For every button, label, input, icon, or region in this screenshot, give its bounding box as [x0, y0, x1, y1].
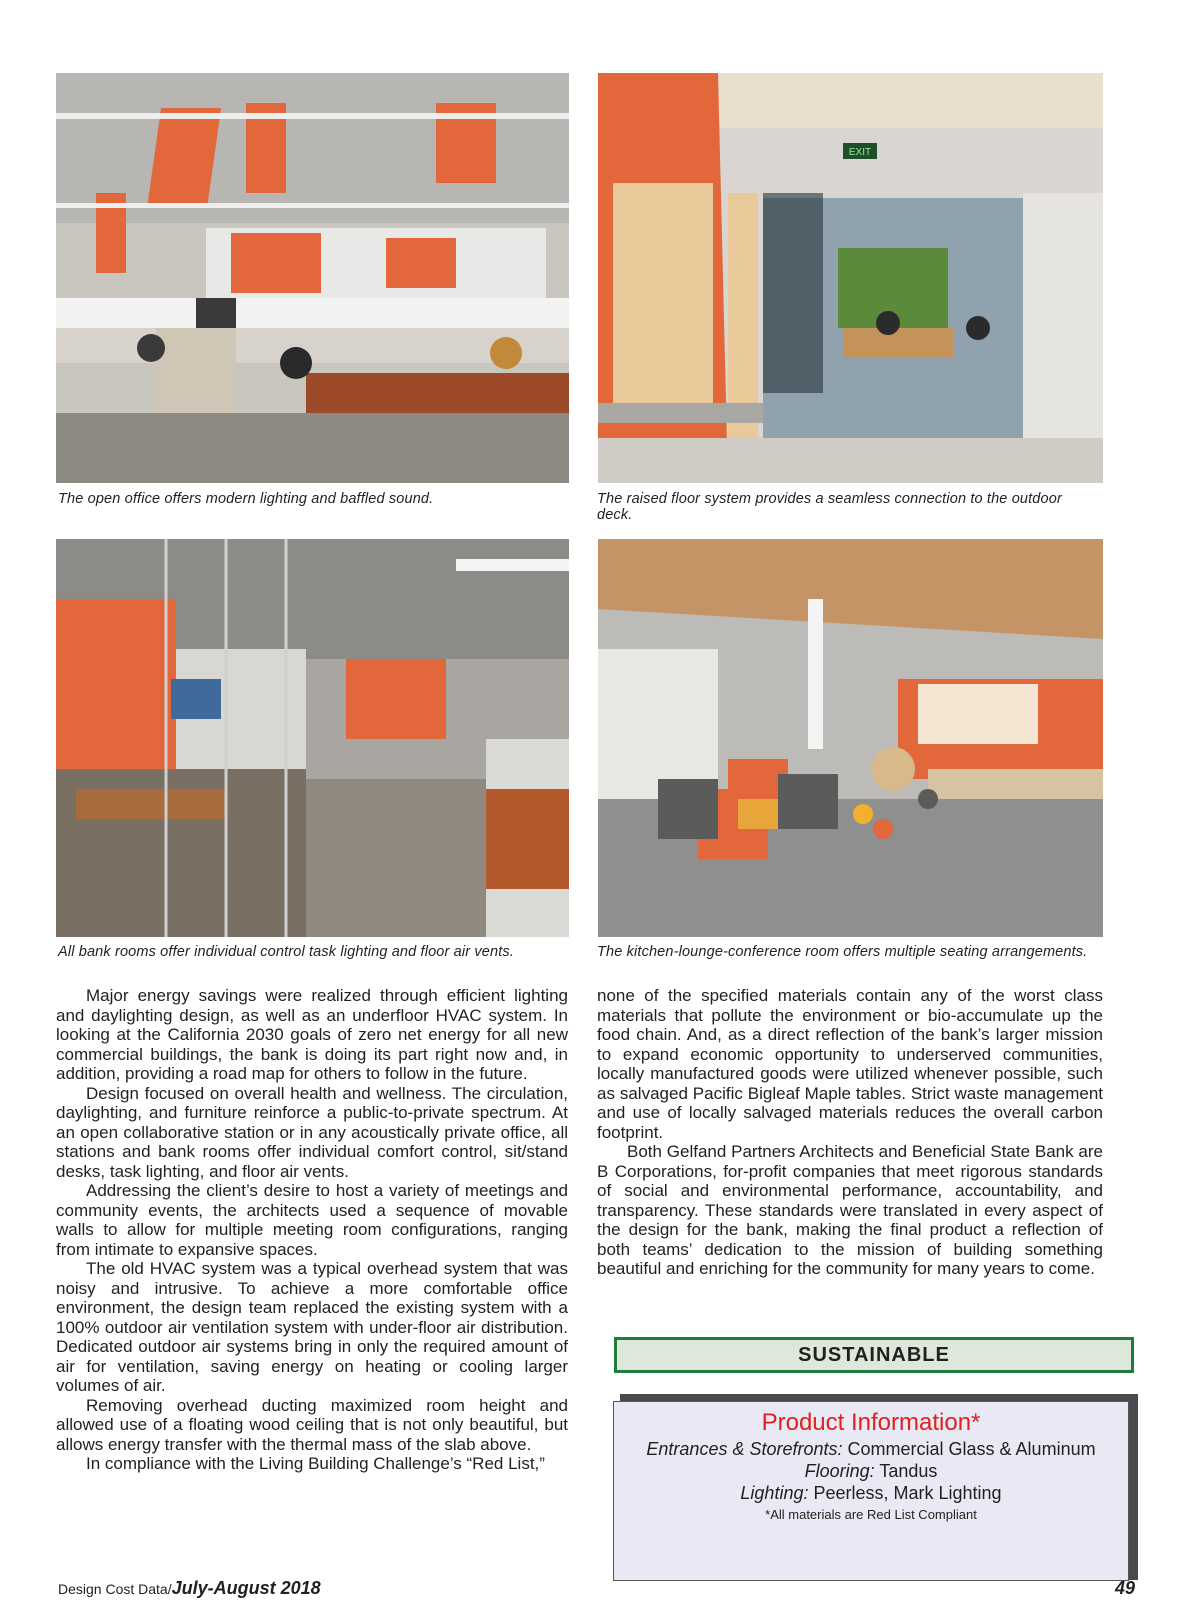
product-info-title: Product Information* — [761, 1409, 981, 1436]
lighting-label: Lighting: — [740, 1483, 809, 1503]
article-paragraph: In compliance with the Living Building Challenge’s “Red List,” — [86, 1454, 545, 1473]
photo-outdoor-deck — [598, 73, 1103, 483]
article-paragraph: Both Gelfand Partners Architects and Beneficial State Bank are B Corporations, for-profit companies that meet rigorous standards of social and environmental performance, accountability, and transparency. These standards were translated in every aspect of the design for the bank, making the final product a reflection of both teams’ dedication to the mission of building something beautiful and enriching for the community for many years to come. — [597, 1142, 1103, 1278]
issue-date: July-August 2018 — [171, 1578, 321, 1598]
article-paragraph: Design focused on overall health and wellness. The circulation, daylighting, and furniture reinforce a public-to-private spectrum. At an open collaborative station or in any acoustically private office, all stations and bank rooms offer individual comfort control, sit/stand desks, task lighting, and floor air vents. — [56, 1083, 568, 1181]
page-number: 49 — [1114, 1578, 1135, 1598]
photo-kitchen-lounge — [598, 539, 1103, 937]
entrances-label: Entrances & Storefronts: — [646, 1439, 843, 1459]
footer-publication — [58, 1577, 321, 1600]
caption-outdoor-deck: The raised floor system provides a seamless connection to the outdoor deck. — [597, 491, 1062, 523]
caption-bank-rooms: All bank rooms offer individual control task lighting and floor air vents. — [58, 944, 514, 960]
product-flooring — [614, 1460, 1128, 1482]
article-right-column — [597, 986, 1103, 1279]
caption-kitchen-lounge: The kitchen-lounge-conference room offers multiple seating arrangements. — [597, 944, 1088, 960]
product-info-box — [613, 1401, 1129, 1581]
caption-open-office: The open office offers modern lighting and baffled sound. — [58, 491, 434, 507]
flooring-label: Flooring: — [804, 1461, 875, 1481]
photo-bank-rooms — [56, 539, 569, 937]
article-left-column — [56, 986, 568, 1474]
entrances-value: Commercial Glass & Aluminum — [847, 1439, 1096, 1459]
sustainable-banner: SUSTAINABLE — [614, 1337, 1134, 1373]
photo-open-office — [56, 73, 569, 483]
flooring-value: Tandus — [879, 1461, 938, 1481]
lighting-value: Peerless, Mark Lighting — [813, 1483, 1002, 1503]
product-lighting — [614, 1482, 1128, 1504]
publication-name: Design Cost Data/ — [58, 1581, 172, 1597]
article-paragraph: The old HVAC system was a typical overhead system that was noisy and intrusive. To achieve a more comfortable office environment, the design team replaced the existing system with a 100% outdoor air ventilation system with under-floor air distribution. Dedicated outdoor air systems bring in only the required amount of air for ventilation, saving energy on heating or cooling larger volumes of air. — [56, 1259, 568, 1395]
article-paragraph: none of the specified materials contain any of the worst class materials that pollute the environment or bio-accumulate up the food chain. And, as a direct reflection of the bank’s larger mission to expand economic opportunity to underserved communities, locally manufactured goods were utilized whenever possible, such as salvaged Pacific Bigleaf Maple tables. Strict waste management and use of locally salvaged materials reduces the overall carbon footprint. — [597, 986, 1103, 1142]
product-entrances — [614, 1438, 1128, 1460]
product-info-note: *All materials are Red List Compliant — [765, 1507, 977, 1522]
article-paragraph: Removing overhead ducting maximized room height and allowed use of a floating wood ceiling that is not only beautiful, but allows energy transfer with the thermal mass of the slab above. — [56, 1395, 568, 1454]
article-paragraph: Addressing the client’s desire to host a variety of meetings and community events, the architects used a sequence of movable walls to allow for multiple meeting room configurations, ranging from intimate to expansive spaces. — [56, 1181, 568, 1259]
article-paragraph: Major energy savings were realized through efficient lighting and daylighting design, as well as an underfloor HVAC system. In looking at the California 2030 goals of zero net energy for all new commercial buildings, the bank is doing its part right now and, in addition, providing a road map for others to follow in the future. — [56, 986, 568, 1083]
exit-sign: EXIT — [848, 147, 872, 158]
